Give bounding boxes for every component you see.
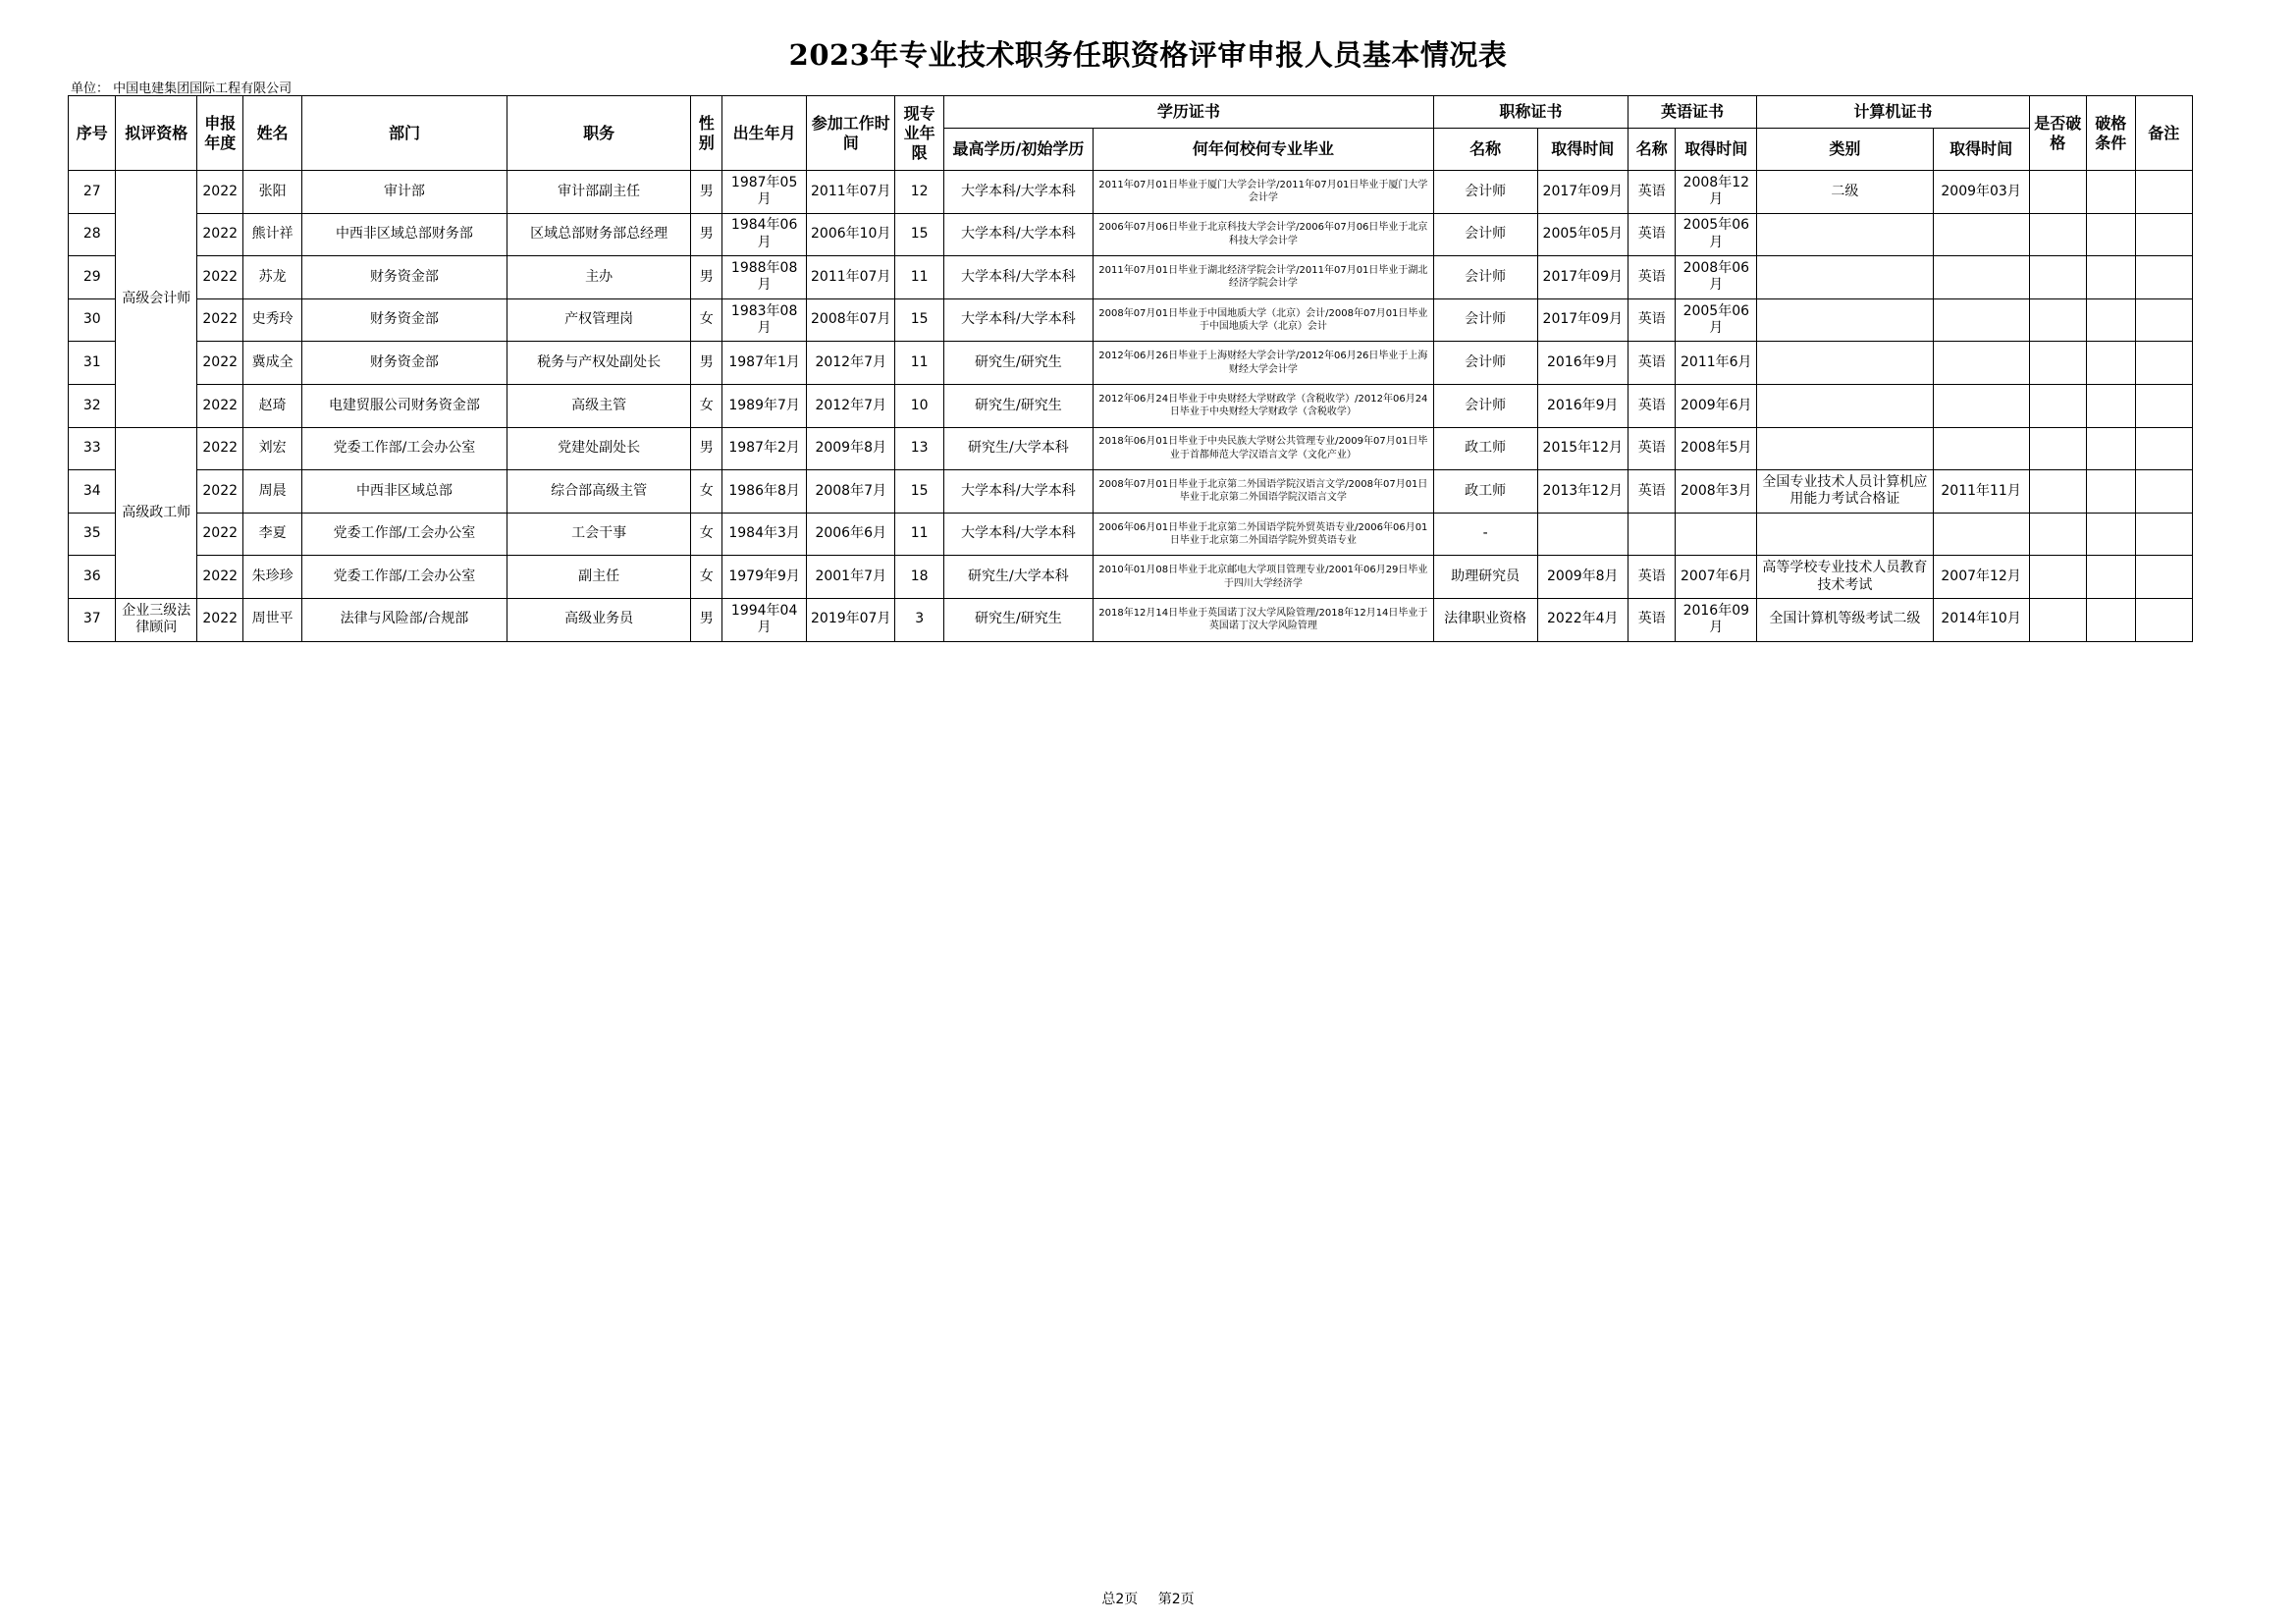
cell-seq: 31 <box>69 342 116 385</box>
cell-gender: 女 <box>691 384 722 427</box>
cell-edu-level: 大学本科/大学本科 <box>943 298 1093 342</box>
cell-gender: 男 <box>691 342 722 385</box>
cell-years: 10 <box>895 384 944 427</box>
cell-seq: 34 <box>69 470 116 514</box>
cell-comp-type: 全国专业技术人员计算机应用能力考试合格证 <box>1757 470 1934 514</box>
cell-seq: 29 <box>69 256 116 299</box>
header-year: 申报年度 <box>197 96 243 171</box>
cell-qual: 高级会计师 <box>116 171 197 428</box>
cell-dept: 中西非区域总部财务部 <box>301 213 507 256</box>
cell-comp-time <box>1933 298 2029 342</box>
table-row <box>69 213 2193 256</box>
cell-exception-cond <box>2086 598 2135 641</box>
cell-dept: 党委工作部/工会办公室 <box>301 513 507 556</box>
cell-title-name: 政工师 <box>1433 470 1537 514</box>
cell-comp-time: 2007年12月 <box>1933 556 2029 599</box>
cell-eng-name: 英语 <box>1629 298 1676 342</box>
cell-exception <box>2029 298 2086 342</box>
table-row <box>69 384 2193 427</box>
cell-years: 12 <box>895 171 944 214</box>
cell-exception <box>2029 256 2086 299</box>
cell-name: 周晨 <box>243 470 301 514</box>
cell-name: 苏龙 <box>243 256 301 299</box>
cell-exception-cond <box>2086 171 2135 214</box>
table-body <box>69 171 2193 642</box>
cell-exception-cond <box>2086 556 2135 599</box>
cell-exception <box>2029 342 2086 385</box>
page-footer <box>0 1589 2296 1608</box>
cell-title-time: 2005年05月 <box>1537 213 1629 256</box>
cell-exception <box>2029 171 2086 214</box>
cell-birth: 1987年05月 <box>722 171 807 214</box>
cell-seq: 32 <box>69 384 116 427</box>
cell-remark <box>2135 513 2192 556</box>
cell-title-name: 会计师 <box>1433 298 1537 342</box>
cell-years: 15 <box>895 298 944 342</box>
header-eng-group: 英语证书 <box>1629 96 1757 129</box>
cell-gender: 男 <box>691 427 722 470</box>
cell-exception <box>2029 384 2086 427</box>
cell-comp-time <box>1933 213 2029 256</box>
applicant-table <box>68 95 2193 642</box>
footer-total-pages: 总2页 <box>1101 1592 1139 1607</box>
cell-edu-level: 研究生/大学本科 <box>943 556 1093 599</box>
cell-name: 赵琦 <box>243 384 301 427</box>
cell-year: 2022 <box>197 556 243 599</box>
header-position: 职务 <box>507 96 691 171</box>
cell-seq: 35 <box>69 513 116 556</box>
cell-eng-name <box>1629 513 1676 556</box>
cell-title-time: 2017年09月 <box>1537 256 1629 299</box>
cell-dept: 财务资金部 <box>301 342 507 385</box>
cell-gender: 女 <box>691 298 722 342</box>
table-row <box>69 342 2193 385</box>
cell-remark <box>2135 342 2192 385</box>
table-row <box>69 513 2193 556</box>
cell-grad-detail: 2008年07月01日毕业于中国地质大学（北京）会计/2008年07月01日毕业于中国地质大学（北京）会计 <box>1093 298 1433 342</box>
cell-name: 李夏 <box>243 513 301 556</box>
cell-grad-detail: 2011年07月01日毕业于厦门大学会计学/2011年07月01日毕业于厦门大学会计学 <box>1093 171 1433 214</box>
cell-exception-cond <box>2086 298 2135 342</box>
cell-title-time: 2017年09月 <box>1537 171 1629 214</box>
cell-years: 11 <box>895 256 944 299</box>
cell-exception <box>2029 470 2086 514</box>
cell-exception-cond <box>2086 384 2135 427</box>
cell-title-name: 会计师 <box>1433 213 1537 256</box>
cell-position: 高级业务员 <box>507 598 691 641</box>
cell-name: 冀成全 <box>243 342 301 385</box>
cell-work-start: 2009年8月 <box>807 427 895 470</box>
cell-edu-level: 大学本科/大学本科 <box>943 513 1093 556</box>
cell-grad-detail: 2012年06月24日毕业于中央财经大学财政学（含税收学）/2012年06月24日毕业于中央财经大学财政学（含税收学） <box>1093 384 1433 427</box>
cell-gender: 男 <box>691 171 722 214</box>
cell-comp-type <box>1757 298 1934 342</box>
cell-edu-level: 研究生/研究生 <box>943 598 1093 641</box>
cell-name: 刘宏 <box>243 427 301 470</box>
cell-birth: 1988年08月 <box>722 256 807 299</box>
cell-eng-name: 英语 <box>1629 342 1676 385</box>
header-exception-cond: 破格条件 <box>2086 96 2135 171</box>
cell-edu-level: 研究生/大学本科 <box>943 427 1093 470</box>
cell-dept: 党委工作部/工会办公室 <box>301 427 507 470</box>
header-birth: 出生年月 <box>722 96 807 171</box>
cell-position: 主办 <box>507 256 691 299</box>
cell-name: 张阳 <box>243 171 301 214</box>
cell-position: 党建处副处长 <box>507 427 691 470</box>
cell-remark <box>2135 171 2192 214</box>
cell-dept: 审计部 <box>301 171 507 214</box>
cell-grad-detail: 2018年12月14日毕业于英国诺丁汉大学风险管理/2018年12月14日毕业于英国诺丁汉大学风险管理 <box>1093 598 1433 641</box>
cell-seq: 27 <box>69 171 116 214</box>
cell-position: 区域总部财务部总经理 <box>507 213 691 256</box>
cell-title-time: 2017年09月 <box>1537 298 1629 342</box>
header-seq: 序号 <box>69 96 116 171</box>
cell-eng-time: 2008年12月 <box>1676 171 1757 214</box>
cell-birth: 1984年06月 <box>722 213 807 256</box>
cell-work-start: 2008年07月 <box>807 298 895 342</box>
cell-eng-time: 2005年06月 <box>1676 298 1757 342</box>
cell-eng-name: 英语 <box>1629 384 1676 427</box>
cell-gender: 女 <box>691 556 722 599</box>
cell-title-name: 会计师 <box>1433 171 1537 214</box>
cell-title-time: 2013年12月 <box>1537 470 1629 514</box>
header-title-group: 职称证书 <box>1433 96 1628 129</box>
cell-birth: 1987年2月 <box>722 427 807 470</box>
cell-seq: 30 <box>69 298 116 342</box>
cell-comp-type <box>1757 513 1934 556</box>
cell-dept: 财务资金部 <box>301 256 507 299</box>
cell-eng-name: 英语 <box>1629 556 1676 599</box>
cell-name: 朱珍珍 <box>243 556 301 599</box>
header-title-time: 取得时间 <box>1537 129 1629 171</box>
cell-position: 审计部副主任 <box>507 171 691 214</box>
cell-dept: 电建贸服公司财务资金部 <box>301 384 507 427</box>
cell-name: 熊计祥 <box>243 213 301 256</box>
unit-label: 单位： 中国电建集团国际工程有限公司 <box>71 81 293 96</box>
cell-gender: 女 <box>691 470 722 514</box>
cell-edu-level: 大学本科/大学本科 <box>943 470 1093 514</box>
cell-work-start: 2012年7月 <box>807 342 895 385</box>
cell-position: 高级主管 <box>507 384 691 427</box>
cell-years: 13 <box>895 427 944 470</box>
cell-birth: 1984年3月 <box>722 513 807 556</box>
cell-comp-type <box>1757 213 1934 256</box>
cell-comp-type: 二级 <box>1757 171 1934 214</box>
header-remark: 备注 <box>2135 96 2192 171</box>
cell-title-time: 2016年9月 <box>1537 384 1629 427</box>
cell-comp-time: 2014年10月 <box>1933 598 2029 641</box>
footer-current-page: 第2页 <box>1157 1592 1195 1607</box>
cell-eng-time: 2005年06月 <box>1676 213 1757 256</box>
table-row <box>69 470 2193 514</box>
cell-seq: 37 <box>69 598 116 641</box>
cell-position: 工会干事 <box>507 513 691 556</box>
header-comp-type: 类别 <box>1757 129 1934 171</box>
cell-position: 产权管理岗 <box>507 298 691 342</box>
cell-comp-type <box>1757 256 1934 299</box>
cell-year: 2022 <box>197 171 243 214</box>
header-gender: 性别 <box>691 96 722 171</box>
cell-years: 15 <box>895 470 944 514</box>
cell-eng-time: 2008年3月 <box>1676 470 1757 514</box>
header-edu-level: 最高学历/初始学历 <box>943 129 1093 171</box>
cell-exception-cond <box>2086 256 2135 299</box>
header-title-name: 名称 <box>1433 129 1537 171</box>
cell-eng-name: 英语 <box>1629 256 1676 299</box>
cell-remark <box>2135 384 2192 427</box>
table-row <box>69 598 2193 641</box>
cell-title-name: 法律职业资格 <box>1433 598 1537 641</box>
cell-exception <box>2029 513 2086 556</box>
cell-title-name: 会计师 <box>1433 384 1537 427</box>
cell-comp-time <box>1933 342 2029 385</box>
cell-comp-time <box>1933 384 2029 427</box>
cell-year: 2022 <box>197 513 243 556</box>
cell-eng-time: 2016年09月 <box>1676 598 1757 641</box>
cell-year: 2022 <box>197 384 243 427</box>
cell-years: 18 <box>895 556 944 599</box>
cell-work-start: 2006年10月 <box>807 213 895 256</box>
cell-eng-time: 2007年6月 <box>1676 556 1757 599</box>
cell-work-start: 2012年7月 <box>807 384 895 427</box>
cell-year: 2022 <box>197 598 243 641</box>
cell-position: 税务与产权处副处长 <box>507 342 691 385</box>
cell-exception <box>2029 213 2086 256</box>
cell-work-start: 2011年07月 <box>807 256 895 299</box>
cell-exception-cond <box>2086 342 2135 385</box>
cell-gender: 女 <box>691 513 722 556</box>
table-row <box>69 171 2193 214</box>
cell-edu-level: 大学本科/大学本科 <box>943 213 1093 256</box>
header-name: 姓名 <box>243 96 301 171</box>
cell-year: 2022 <box>197 213 243 256</box>
cell-title-name: 会计师 <box>1433 256 1537 299</box>
cell-exception-cond <box>2086 470 2135 514</box>
cell-work-start: 2011年07月 <box>807 171 895 214</box>
table-row <box>69 556 2193 599</box>
cell-dept: 中西非区域总部 <box>301 470 507 514</box>
header-exception: 是否破格 <box>2029 96 2086 171</box>
cell-grad-detail: 2018年06月01日毕业于中央民族大学财公共管理专业/2009年07月01日毕业于首都师范大学汉语言文学（文化产业） <box>1093 427 1433 470</box>
cell-title-name: 会计师 <box>1433 342 1537 385</box>
cell-gender: 男 <box>691 598 722 641</box>
cell-remark <box>2135 470 2192 514</box>
cell-year: 2022 <box>197 427 243 470</box>
header-eng-name: 名称 <box>1629 129 1676 171</box>
header-dept: 部门 <box>301 96 507 171</box>
cell-birth: 1986年8月 <box>722 470 807 514</box>
cell-edu-level: 大学本科/大学本科 <box>943 256 1093 299</box>
cell-title-name: 政工师 <box>1433 427 1537 470</box>
table-row <box>69 298 2193 342</box>
cell-eng-name: 英语 <box>1629 598 1676 641</box>
cell-work-start: 2006年6月 <box>807 513 895 556</box>
cell-edu-level: 研究生/研究生 <box>943 342 1093 385</box>
cell-exception-cond <box>2086 427 2135 470</box>
cell-work-start: 2001年7月 <box>807 556 895 599</box>
cell-dept: 法律与风险部/合规部 <box>301 598 507 641</box>
header-comp-time: 取得时间 <box>1933 129 2029 171</box>
cell-position: 副主任 <box>507 556 691 599</box>
header-qual: 拟评资格 <box>116 96 197 171</box>
header-eng-time: 取得时间 <box>1676 129 1757 171</box>
cell-remark <box>2135 556 2192 599</box>
cell-dept: 财务资金部 <box>301 298 507 342</box>
header-years: 现专业年限 <box>895 96 944 171</box>
cell-remark <box>2135 427 2192 470</box>
cell-remark <box>2135 256 2192 299</box>
cell-position: 综合部高级主管 <box>507 470 691 514</box>
cell-dept: 党委工作部/工会办公室 <box>301 556 507 599</box>
cell-birth: 1983年08月 <box>722 298 807 342</box>
cell-grad-detail: 2011年07月01日毕业于湖北经济学院会计学/2011年07月01日毕业于湖北经济学院会计学 <box>1093 256 1433 299</box>
cell-qual: 高级政工师 <box>116 427 197 598</box>
cell-eng-name: 英语 <box>1629 171 1676 214</box>
page-title: 2023年专业技术职务任职资格评审申报人员基本情况表 <box>788 38 1508 72</box>
cell-birth: 1994年04月 <box>722 598 807 641</box>
cell-work-start: 2019年07月 <box>807 598 895 641</box>
cell-years: 11 <box>895 342 944 385</box>
cell-comp-type <box>1757 342 1934 385</box>
cell-seq: 36 <box>69 556 116 599</box>
cell-eng-time: 2008年06月 <box>1676 256 1757 299</box>
cell-comp-time <box>1933 513 2029 556</box>
cell-exception-cond <box>2086 213 2135 256</box>
cell-exception <box>2029 598 2086 641</box>
cell-eng-time: 2009年6月 <box>1676 384 1757 427</box>
cell-birth: 1987年1月 <box>722 342 807 385</box>
cell-qual: 企业三级法律顾问 <box>116 598 197 641</box>
cell-grad-detail: 2010年01月08日毕业于北京邮电大学项目管理专业/2001年06月29日毕业于四川大学经济学 <box>1093 556 1433 599</box>
cell-edu-level: 大学本科/大学本科 <box>943 171 1093 214</box>
cell-edu-level: 研究生/研究生 <box>943 384 1093 427</box>
cell-exception <box>2029 556 2086 599</box>
cell-comp-time <box>1933 256 2029 299</box>
cell-gender: 男 <box>691 213 722 256</box>
cell-eng-time <box>1676 513 1757 556</box>
cell-grad-detail: 2006年06月01日毕业于北京第二外国语学院外贸英语专业/2006年06月01日毕业于北京第二外国语学院外贸英语专业 <box>1093 513 1433 556</box>
cell-exception <box>2029 427 2086 470</box>
cell-eng-time: 2011年6月 <box>1676 342 1757 385</box>
cell-eng-name: 英语 <box>1629 470 1676 514</box>
cell-year: 2022 <box>197 470 243 514</box>
cell-seq: 28 <box>69 213 116 256</box>
cell-birth: 1989年7月 <box>722 384 807 427</box>
cell-years: 15 <box>895 213 944 256</box>
cell-grad-detail: 2006年07月06日毕业于北京科技大学会计学/2006年07月06日毕业于北京科技大学会计学 <box>1093 213 1433 256</box>
cell-title-time <box>1537 513 1629 556</box>
cell-eng-name: 英语 <box>1629 213 1676 256</box>
cell-remark <box>2135 298 2192 342</box>
cell-comp-type: 全国计算机等级考试二级 <box>1757 598 1934 641</box>
cell-comp-time: 2011年11月 <box>1933 470 2029 514</box>
cell-eng-time: 2008年5月 <box>1676 427 1757 470</box>
cell-title-time: 2015年12月 <box>1537 427 1629 470</box>
table-row <box>69 427 2193 470</box>
cell-exception-cond <box>2086 513 2135 556</box>
table-row <box>69 256 2193 299</box>
cell-name: 周世平 <box>243 598 301 641</box>
cell-comp-type: 高等学校专业技术人员教育技术考试 <box>1757 556 1934 599</box>
cell-gender: 男 <box>691 256 722 299</box>
cell-year: 2022 <box>197 342 243 385</box>
cell-comp-time: 2009年03月 <box>1933 171 2029 214</box>
cell-years: 11 <box>895 513 944 556</box>
cell-comp-type <box>1757 427 1934 470</box>
header-edu-detail: 何年何校何专业毕业 <box>1093 129 1433 171</box>
cell-seq: 33 <box>69 427 116 470</box>
cell-title-time: 2009年8月 <box>1537 556 1629 599</box>
cell-eng-name: 英语 <box>1629 427 1676 470</box>
cell-remark <box>2135 598 2192 641</box>
cell-years: 3 <box>895 598 944 641</box>
header-work-start: 参加工作时间 <box>807 96 895 171</box>
cell-work-start: 2008年7月 <box>807 470 895 514</box>
cell-year: 2022 <box>197 298 243 342</box>
cell-grad-detail: 2012年06月26日毕业于上海财经大学会计学/2012年06月26日毕业于上海财经大学会计学 <box>1093 342 1433 385</box>
cell-title-name: 助理研究员 <box>1433 556 1537 599</box>
cell-remark <box>2135 213 2192 256</box>
header-edu-group: 学历证书 <box>943 96 1433 129</box>
cell-title-name: - <box>1433 513 1537 556</box>
cell-grad-detail: 2008年07月01日毕业于北京第二外国语学院汉语言文学/2008年07月01日毕业于北京第二外国语学院汉语言文学 <box>1093 470 1433 514</box>
cell-comp-time <box>1933 427 2029 470</box>
cell-comp-type <box>1757 384 1934 427</box>
cell-name: 史秀玲 <box>243 298 301 342</box>
cell-birth: 1979年9月 <box>722 556 807 599</box>
cell-title-time: 2022年4月 <box>1537 598 1629 641</box>
cell-year: 2022 <box>197 256 243 299</box>
header-comp-group: 计算机证书 <box>1757 96 2030 129</box>
cell-title-time: 2016年9月 <box>1537 342 1629 385</box>
